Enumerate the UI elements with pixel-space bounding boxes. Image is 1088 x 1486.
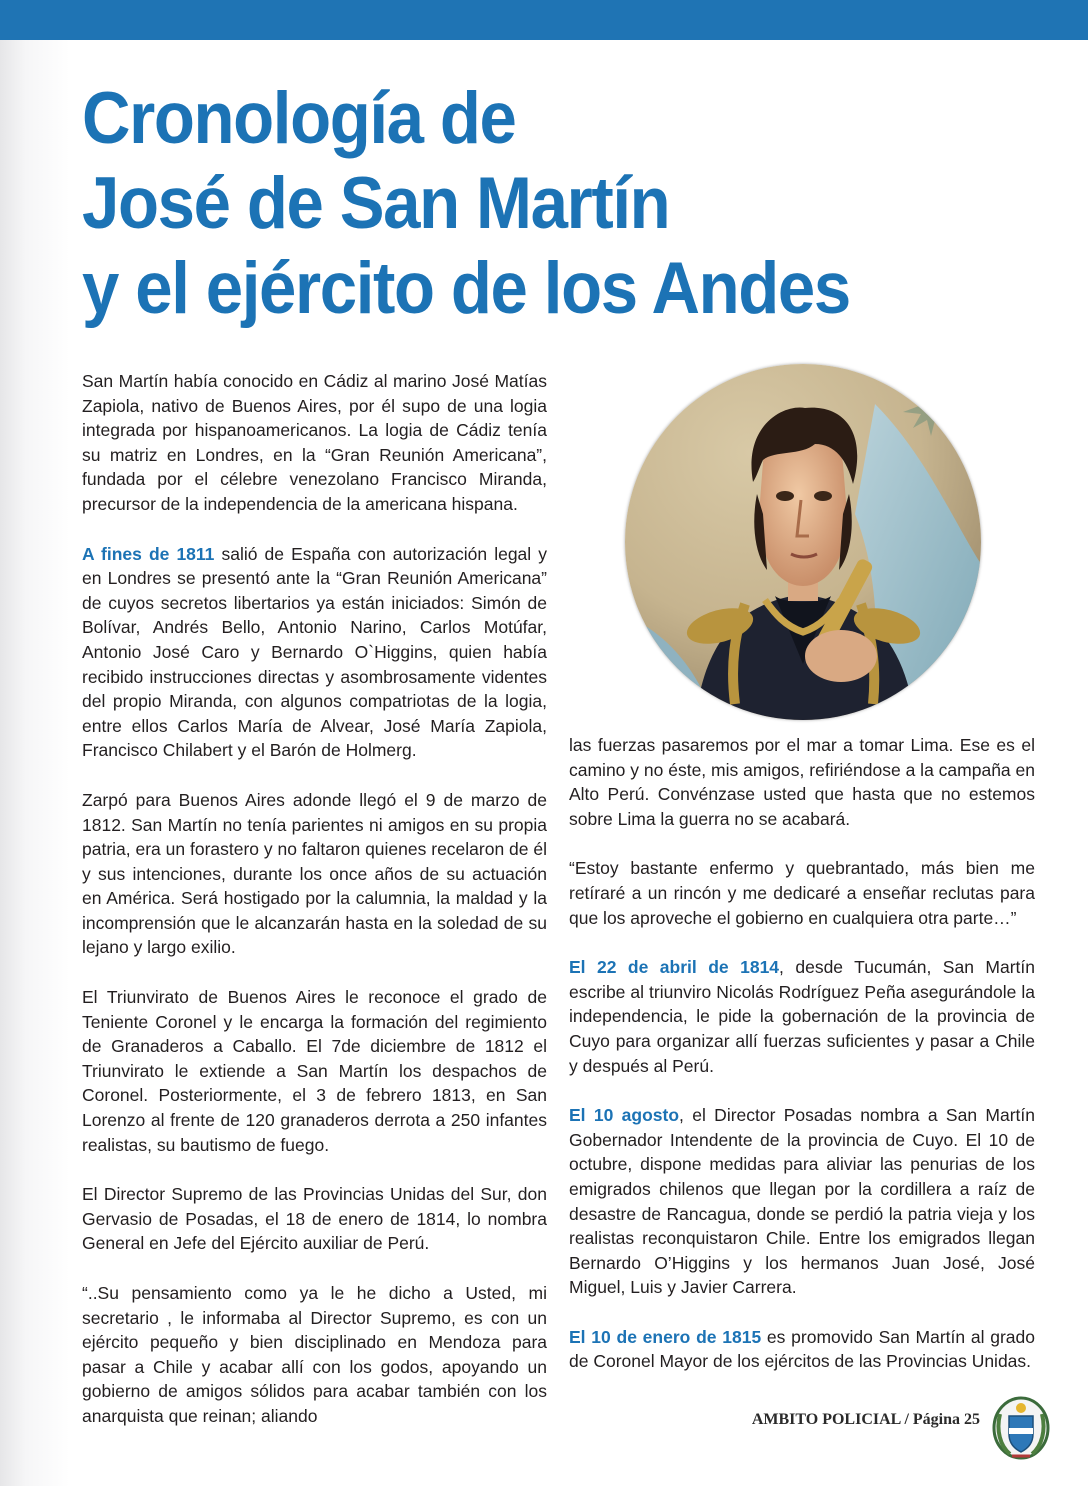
paragraph-text: es promovido San Martín al grado de Coronel Mayor de los ejércitos de las Provincias Unidas. bbox=[569, 1326, 1035, 1372]
date-highlight: A fines de 1811 bbox=[82, 543, 215, 564]
page-footer: AMBITO POLICIAL / Página 25 bbox=[751, 1411, 980, 1428]
date-highlight: El 22 de abril de 1814 bbox=[569, 957, 780, 978]
page-title bbox=[82, 76, 850, 331]
right-text-column bbox=[569, 733, 1035, 1374]
left-text-column bbox=[82, 369, 547, 1429]
title-line-1: Cronología de bbox=[82, 78, 516, 159]
police-crest-icon bbox=[992, 1394, 1050, 1460]
paragraph bbox=[82, 542, 547, 763]
paragraph: San Martín había conocido en Cádiz al marino José Matías Zapiola, nativo de Buenos Aires, por él supo de una logia integrada por hispanoamericanos. La logia de Cádiz tenía su matriz en Londres, en la “Gran Reunión Americana”, fundada por el célebre venezolano Francisco Miranda, precursor de la independencia de la americana hispana. bbox=[82, 371, 547, 514]
paragraph: “Estoy bastante enfermo y quebrantado, más bien me retíraré a un rincón y me dedicaré a enseñar reclutas para que los aproveche el gobierno en cualquiera otra parte…” bbox=[569, 858, 1035, 928]
paragraph: Zarpó para Buenos Aires adonde llegó el 9 de marzo de 1812. San Martín no tenía parientes ni amigos en su propia patria, era un forastero y no faltaron quienes recelaron de él y sus intenciones, durante los once años de su actuación en América. Será hostigado por la calumnia, la maldad y la incomprensión que le alcanzarán hasta en la soledad de su lejano y largo exilio. bbox=[82, 789, 548, 958]
paragraph: El Triunvirato de Buenos Aires le reconoce el grado de Teniente Coronel y le encarga la formación del regimiento de Granaderos a Caballo. El 7de diciembre de 1812 el Triunvirato le extiende a San Martín los despachos de Coronel. Posteriormente, el 3 de febrero 1813, en San Lorenzo al frente de 120 granaderos derrota a 250 infantes realistas, su bautismo de fuego. bbox=[82, 987, 547, 1155]
paragraph bbox=[569, 1325, 1035, 1374]
paragraph bbox=[569, 955, 1035, 1078]
top-color-bar bbox=[0, 0, 1088, 40]
paragraph-text: , el Director Posadas nombra a San Martín Gobernador Intendente de la provincia de Cuyo. El 10 de octubre, dispone medidas para aliviar las penurias de los emigrados chilenos que llegan por la cordillera a raíz de desastre de Rancagua, donde se perdió la patria vieja y los realistas reconquistaron Chile. Entre los emigrados llegan Bernardo O’Higgins y los hermanos Juan José, José Miguel, Luis y Javier Carrera. bbox=[569, 1105, 1035, 1298]
paragraph: “..Su pensamiento como ya le he dicho a Usted, mi secretario , le informaba al Director Supremo, es con un ejército pequeño y bien disciplinado en Mendoza para pasar a Chile y acabar allí con los godos, apoyando un gobierno de amigos sólidos para acabar también con los anarquista que reinan; aliando bbox=[82, 1283, 547, 1426]
title-line-3: y el ejército de los Andes bbox=[82, 248, 850, 329]
paragraph bbox=[569, 1103, 1035, 1300]
date-highlight: El 10 agosto bbox=[569, 1105, 680, 1126]
portrait-icon bbox=[625, 364, 981, 720]
date-highlight: El 10 de enero de 1815 bbox=[569, 1326, 762, 1347]
paragraph: El Director Supremo de las Provincias Unidas del Sur, don Gervasio de Posadas, el 18 de enero de 1814, lo nombra General en Jefe del Ejército auxiliar de Perú. bbox=[82, 1184, 547, 1254]
paragraph-text: , desde Tucumán, San Martín escribe al triunviro Nicolás Rodríguez Peña asegurándole la independencia, le pide la gobernación de la provincia de Cuyo para organizar allí fuerzas suficientes y pasar a Chile y después al Perú. bbox=[569, 957, 1035, 1076]
paragraph-text: salió de España con autorización legal y en Londres se presentó ante la “Gran Reunión Americana” de cuyos secretos libertarios ya están iniciados: Simón de Bolívar, Andrés Bello, Antonio Narino, Carlos Motúfar, Antonio José Caro y Bernardo O`Higgins, quien había recibido instrucciones directas y asombrosamente videntes del propio Miranda, con algunos compatriotas de la logia, entre ellos Carlos María de Alvear, José María Zapiola, Francisco Chilabert y el Barón de Holmerg. bbox=[82, 543, 547, 761]
paragraph: las fuerzas pasaremos por el mar a tomar Lima. Ese es el camino y no éste, mis amigos, refiriéndose a la campaña en Alto Perú. Convénzase usted que hasta que no estemos sobre Lima la guerra no se acabará. bbox=[569, 735, 1035, 829]
title-line-2: José de San Martín bbox=[82, 163, 670, 244]
